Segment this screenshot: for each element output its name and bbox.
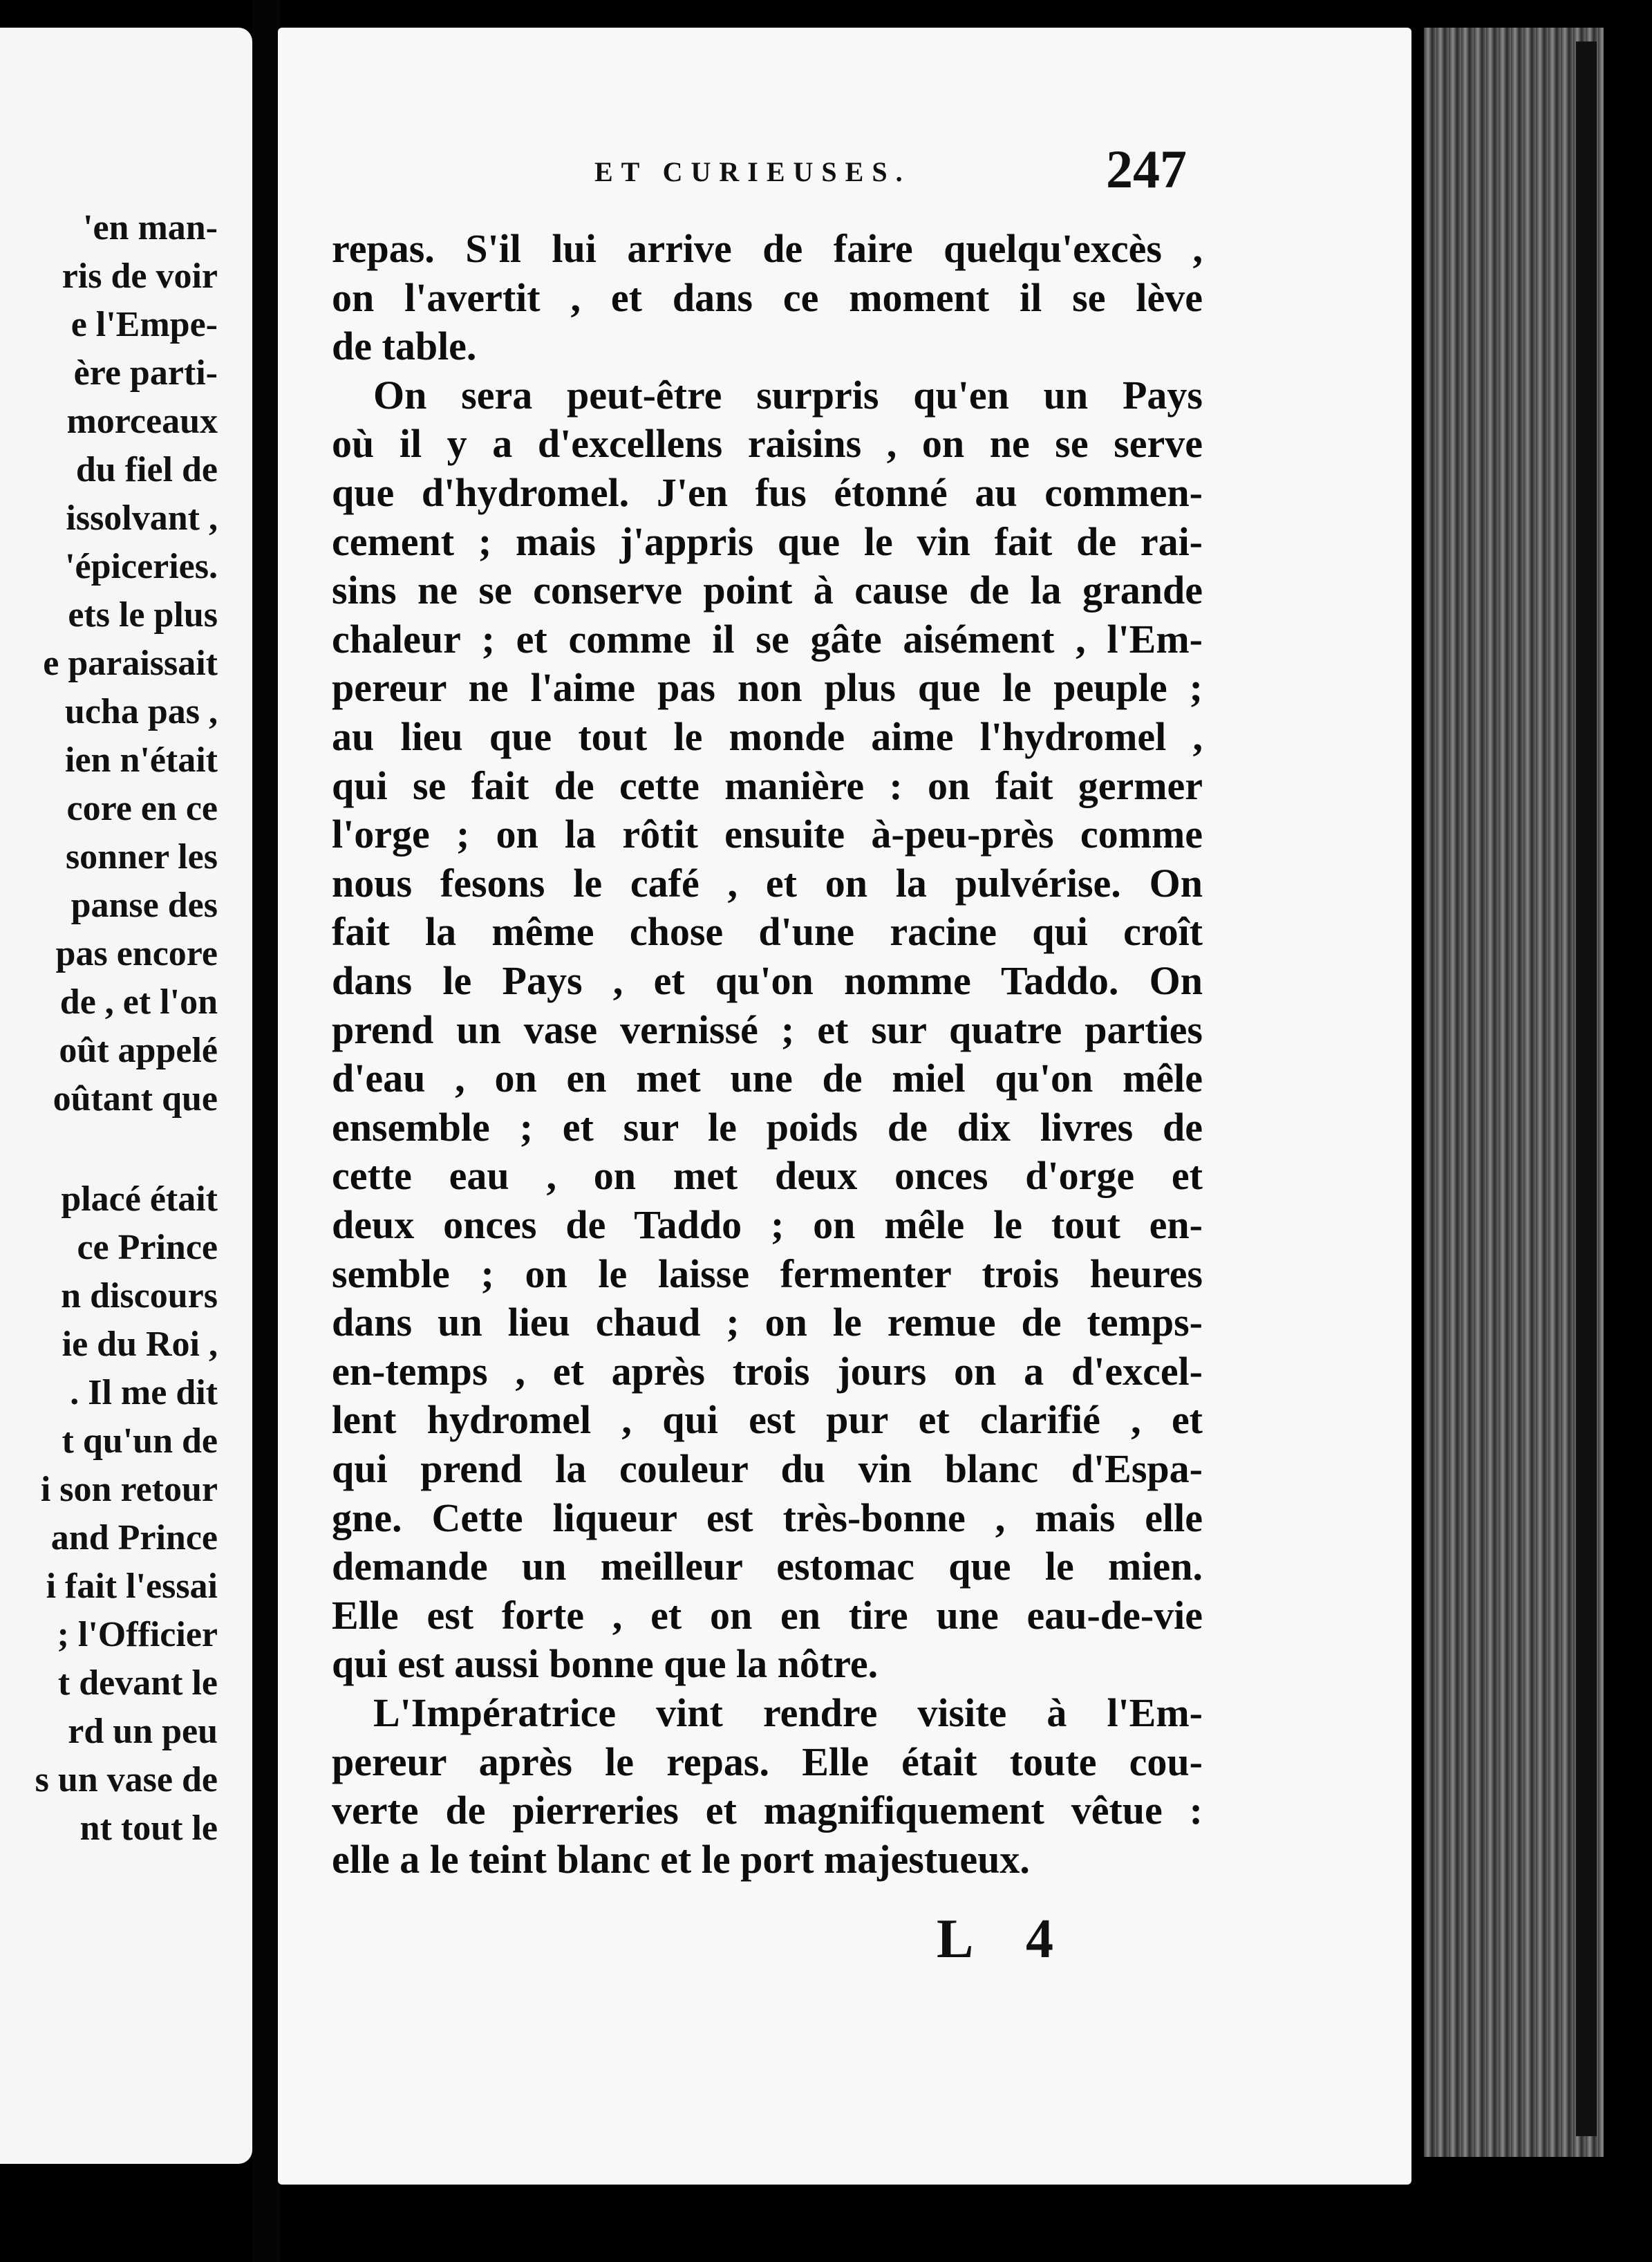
- body-text-line: qui se fait de cette manière : on fait germer: [332, 763, 1203, 808]
- left-page-line: sonner les: [65, 837, 218, 877]
- left-page-line: de , et l'on: [59, 982, 218, 1022]
- left-page: [0, 28, 252, 2164]
- body-text-line: cette eau , on met deux onces d'orge et: [332, 1153, 1203, 1199]
- body-text-line: deux onces de Taddo ; on mêle le tout en-: [332, 1202, 1203, 1247]
- body-text-line: repas. S'il lui arrive de faire quelqu'excès ,: [332, 226, 1203, 271]
- body-text-line: d'eau , on en met une de miel qu'on mêle: [332, 1056, 1203, 1101]
- signature-mark: L 4: [937, 1909, 1074, 1970]
- body-text-line: Elle est forte , et on en tire une eau-de-vie: [332, 1592, 1203, 1638]
- left-page-line: ris de voir: [62, 256, 218, 296]
- body-text-line: verte de pierreries et magnifiquement vêtue :: [332, 1788, 1203, 1833]
- left-page-line: nt tout le: [79, 1808, 218, 1848]
- body-text-line: l'orge ; on la rôtit ensuite à-peu-près comme: [332, 812, 1203, 857]
- running-head: ET CURIEUSES.: [594, 156, 911, 187]
- left-page-line: ie du Roi ,: [62, 1325, 218, 1364]
- left-page-line: t qu'un de: [62, 1421, 218, 1461]
- left-page-line: e paraissait: [43, 644, 218, 683]
- body-text-line: prend un vase vernissé ; et sur quatre parties: [332, 1007, 1203, 1052]
- body-text-line: fait la même chose d'une racine qui croît: [332, 909, 1203, 955]
- left-page-line: ien n'était: [65, 740, 218, 780]
- left-page-line: pas encore: [55, 934, 218, 973]
- body-text-line: de table.: [332, 324, 477, 369]
- body-text-line: demande un meilleur estomac que le mien.: [332, 1544, 1203, 1589]
- left-page-line: issolvant ,: [66, 498, 218, 538]
- body-text-line: chaleur ; et comme il se gâte aisément , l'Em-: [332, 616, 1203, 662]
- body-text-line: nous fesons le café , et on la pulvérise. On: [332, 860, 1203, 906]
- page-number: 247: [1106, 139, 1187, 199]
- body-text-line: On sera peut-être surpris qu'en un Pays: [373, 372, 1203, 418]
- left-page-line: oûtant que: [53, 1079, 218, 1119]
- body-text-line: dans le Pays , et qu'on nomme Taddo. On: [332, 958, 1203, 1003]
- body-text-line: pereur ne l'aime pas non plus que le peuple ;: [332, 665, 1203, 711]
- left-page-line: placé était: [61, 1179, 218, 1219]
- body-text-line: que d'hydromel. J'en fus étonné au commen-: [332, 470, 1203, 515]
- left-page-line: i son retour: [40, 1470, 218, 1509]
- left-page-line: ets le plus: [68, 595, 218, 635]
- left-page-line: ère parti-: [73, 353, 218, 393]
- left-page-line: oût appelé: [59, 1031, 218, 1070]
- book-edge-shadow: [1576, 41, 1597, 2136]
- body-text-line: cement ; mais j'appris que le vin fait de rai-: [332, 518, 1203, 564]
- body-text-line: en-temps , et après trois jours on a d'excel-: [332, 1348, 1203, 1394]
- left-page-line: n discours: [61, 1276, 218, 1316]
- left-page-line: s un vase de: [35, 1760, 218, 1800]
- body-text-line: sins ne se conserve point à cause de la grande: [332, 568, 1203, 613]
- body-text-line: lent hydromel , qui est pur et clarifié , et: [332, 1397, 1203, 1443]
- body-text-line: au lieu que tout le monde aime l'hydromel ,: [332, 714, 1203, 759]
- body-text-line: pereur après le repas. Elle était toute cou-: [332, 1739, 1203, 1784]
- left-page-line: e l'Empe-: [71, 305, 218, 344]
- left-page-line: . Il me dit: [70, 1373, 218, 1412]
- body-text-line: qui prend la couleur du vin blanc d'Espa-: [332, 1446, 1203, 1491]
- body-text-line: elle a le teint blanc et le port majestueux.: [332, 1836, 1030, 1882]
- left-page-line: rd un peu: [68, 1712, 218, 1751]
- body-text-line: semble ; on le laisse fermenter trois heures: [332, 1251, 1203, 1296]
- left-page-line: ; l'Officier: [57, 1615, 218, 1654]
- body-text-line: où il y a d'excellens raisins , on ne se serve: [332, 421, 1203, 467]
- left-page-line: and Prince: [50, 1518, 218, 1558]
- left-page-line: morceaux: [66, 402, 218, 441]
- left-page-line: panse des: [71, 886, 218, 925]
- body-text-line: dans un lieu chaud ; on le remue de temps-: [332, 1300, 1203, 1345]
- book-gutter: [252, 0, 280, 2262]
- left-page-line: ce Prince: [77, 1228, 218, 1267]
- body-text-line: L'Impératrice vint rendre visite à l'Em-: [373, 1690, 1203, 1735]
- body-text-line: on l'avertit , et dans ce moment il se lève: [332, 274, 1203, 320]
- body-text-line: ensemble ; et sur le poids de dix livres de: [332, 1104, 1203, 1150]
- left-page-line: 'épiceries.: [65, 547, 218, 586]
- left-page-line: du fiel de: [75, 450, 218, 489]
- body-text-line: qui est aussi bonne que la nôtre.: [332, 1641, 879, 1687]
- left-page-line: ucha pas ,: [64, 692, 218, 731]
- left-page-line: 'en man-: [83, 208, 218, 247]
- left-page-line: core en ce: [66, 789, 218, 828]
- body-text-line: gne. Cette liqueur est très-bonne , mais elle: [332, 1495, 1203, 1540]
- left-page-line: i fait l'essai: [46, 1567, 218, 1606]
- left-page-line: t devant le: [57, 1663, 218, 1703]
